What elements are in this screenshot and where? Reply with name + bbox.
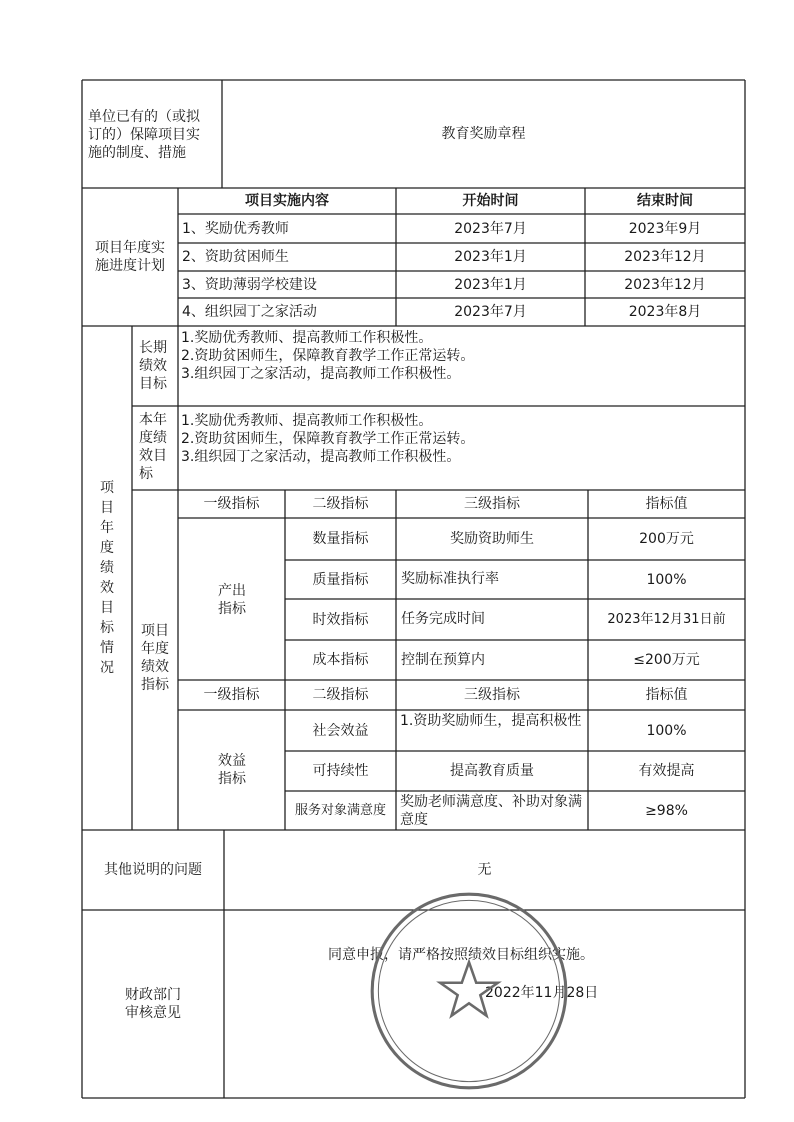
benefit-value: 100% [646, 722, 687, 739]
header-level3: 三级指标 [464, 496, 520, 512]
schedule-row-start: 2023年7月 [454, 304, 527, 320]
schedule-row-start: 2023年7月 [454, 220, 527, 237]
schedule-row-start: 2023年1月 [454, 276, 527, 293]
finance-opinion: 同意申报，请严格按照绩效目标组织实施。 [328, 947, 594, 963]
schedule-header-start: 开始时间 [462, 193, 519, 209]
schedule-row-start: 2023年1月 [454, 249, 527, 265]
header-value: 指标值 [645, 687, 688, 703]
benefit-value: ≥98% [645, 802, 688, 819]
official-seal [366, 888, 572, 1094]
schedule-row-item: 2、资助贫困师生 [182, 249, 289, 265]
long-term-label: 长期绩效目标 [139, 340, 167, 392]
schedule-row-item: 1、奖励优秀教师 [182, 221, 289, 237]
header-level1: 一级指标 [203, 687, 260, 703]
measures-label: 单位已有的（或拟 订的）保障项目实 施的制度、措施 [88, 109, 200, 161]
output-level3: 任务完成时间 [401, 611, 485, 627]
benefit-level2: 服务对象满意度 [294, 802, 386, 818]
schedule-row-end: 2023年8月 [628, 304, 702, 320]
other-value: 无 [477, 862, 492, 878]
indicator-label: 项目年度绩效指标 [141, 623, 169, 693]
header-level2: 二级指标 [312, 496, 369, 512]
output-level3: 奖励资助师生 [450, 531, 534, 547]
schedule-row-item: 4、组织园丁之家活动 [182, 304, 317, 320]
header-level2: 二级指标 [312, 687, 369, 703]
annual-goal-label: 本年度绩效目标 [139, 412, 167, 482]
output-label: 产出指标 [218, 583, 246, 617]
output-value: 200万元 [639, 531, 694, 547]
other-label: 其他说明的问题 [104, 862, 202, 878]
output-level3: 控制在预算内 [401, 652, 485, 668]
output-value: 100% [646, 571, 687, 588]
benefit-label: 效益指标 [218, 753, 246, 787]
schedule-row-end: 2023年9月 [628, 220, 702, 237]
header-value: 指标值 [645, 496, 688, 512]
benefit-level3: 奖励老师满意度、补助对象满意度 [400, 794, 582, 828]
schedule-label: 项目年度实 施进度计划 [95, 240, 165, 274]
header-level1: 一级指标 [203, 496, 260, 512]
benefit-level2: 可持续性 [312, 763, 369, 779]
output-level2: 成本指标 [312, 652, 369, 668]
performance-label: 项目年度绩效目标情况 [100, 480, 114, 676]
benefit-value: 有效提高 [638, 763, 695, 779]
output-level2: 数量指标 [312, 531, 369, 547]
benefit-level3: 提高教育质量 [450, 763, 534, 779]
annual-goals: 1.奖励优秀教师、提高教师工作积极性。 2.资助贫困师生，保障教育教学工作正常运转。 3.组织园丁之家活动，提高教师工作积极性。 [181, 413, 475, 465]
header-level3: 三级指标 [464, 687, 520, 703]
output-level2: 时效指标 [312, 611, 369, 628]
finance-label: 财政部门 审核意见 [125, 987, 181, 1021]
benefit-level3: 1.资助奖励师生，提高积极性 [400, 713, 582, 729]
output-value: 2023年12月31日前 [607, 611, 726, 627]
schedule-row-end: 2023年12月 [624, 249, 706, 265]
benefit-level2: 社会效益 [312, 722, 369, 739]
schedule-row-item: 3、资助薄弱学校建设 [182, 277, 317, 293]
output-level2: 质量指标 [312, 571, 369, 588]
schedule-row-end: 2023年12月 [624, 276, 706, 293]
finance-date: 2022年11月28日 [485, 985, 599, 1001]
long-term-goals: 1.奖励优秀教师、提高教师工作积极性。 2.资助贫困师生，保障教育教学工作正常运转。 3.组织园丁之家活动，提高教师工作积极性。 [181, 330, 475, 382]
output-value: ≤200万元 [633, 652, 700, 668]
measures-value: 教育奖励章程 [441, 126, 526, 142]
schedule-header-end: 结束时间 [637, 193, 693, 209]
schedule-header-item: 项目实施内容 [245, 193, 329, 209]
output-level3: 奖励标准执行率 [401, 571, 499, 587]
